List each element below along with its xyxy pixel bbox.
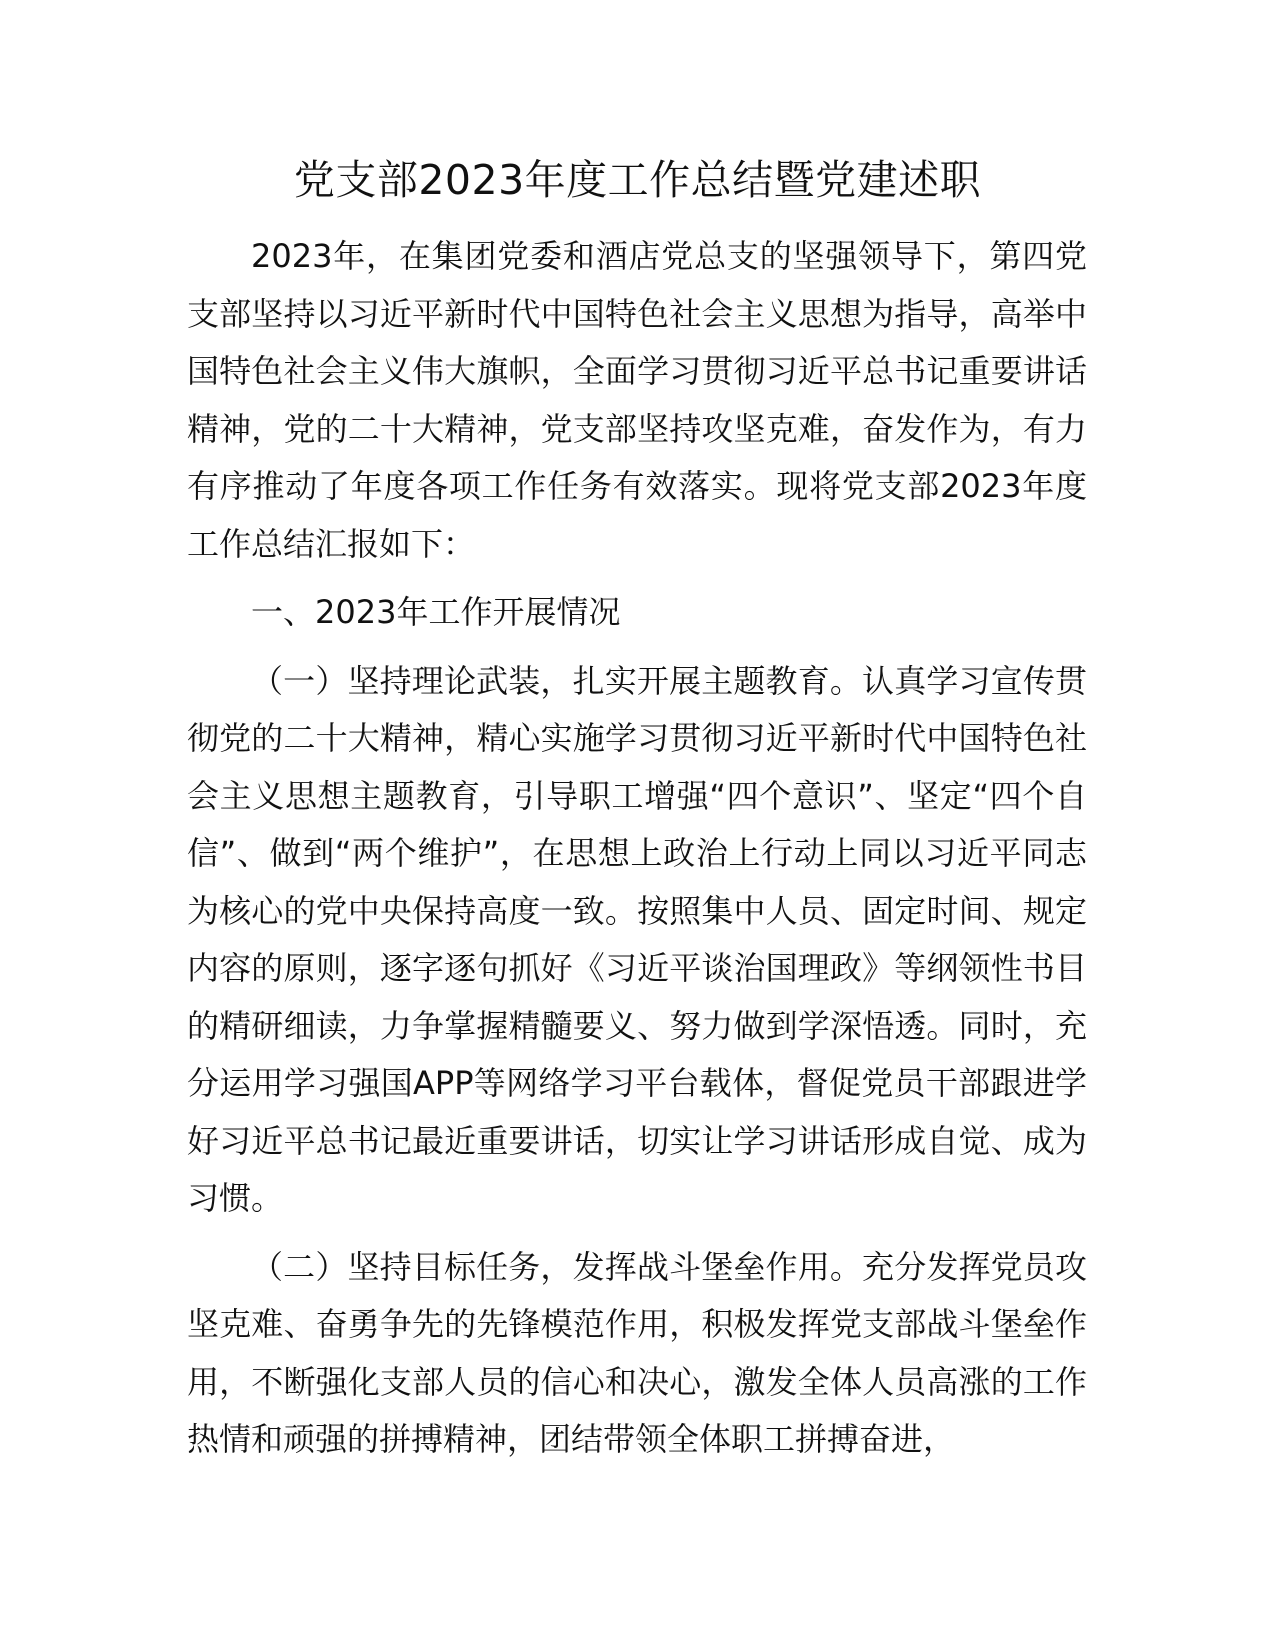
intro-paragraph: 2023年，在集团党委和酒店党总支的坚强领导下，第四党支部坚持以习近平新时代中国特色社会主义思想为指导，高举中国特色社会主义伟大旗帜，全面学习贯彻习近平总书记重要讲话精神，党的二十大精神，党支部坚持攻坚克难，奋发作为，有力有序推动了年度各项工作任务有效落实。现将党支部2023年度工作总结汇报如下： [187, 237, 1087, 563]
section-heading: 一、2023年工作开展情况 [251, 593, 621, 631]
document-body [187, 228, 1087, 1480]
subsection-paragraph-1: （一）坚持理论武装，扎实开展主题教育。认真学习宣传贯彻党的二十大精神，精心实施学习贯彻习近平新时代中国特色社会主义思想主题教育，引导职工增强“四个意识”、坚定“四个自信”、做到“两个维护”，在思想上政治上行动上同以习近平同志为核心的党中央保持高度一致。按照集中人员、固定时间、规定内容的原则，逐字逐句抓好《习近平谈治国理政》等纲领性书目的精研细读，力争掌握精髓要义、努力做到学深悟透。同时，充分运用学习强国APP等网络学习平台载体，督促党员干部跟进学好习近平总书记最近重要讲话，切实让学习讲话形成自觉、成为习惯。 [187, 661, 1087, 1217]
subsection-paragraph-2: （二）坚持目标任务，发挥战斗堡垒作用。充分发挥党员攻坚克难、奋勇争先的先锋模范作用，积极发挥党支部战斗堡垒作用，不断强化支部人员的信心和决心，激发全体人员高涨的工作热情和顽强的拼搏精神，团结带领全体职工拼搏奋进， [187, 1247, 1087, 1458]
document-title: 党支部2023年度工作总结暨党建述职 [293, 156, 982, 204]
